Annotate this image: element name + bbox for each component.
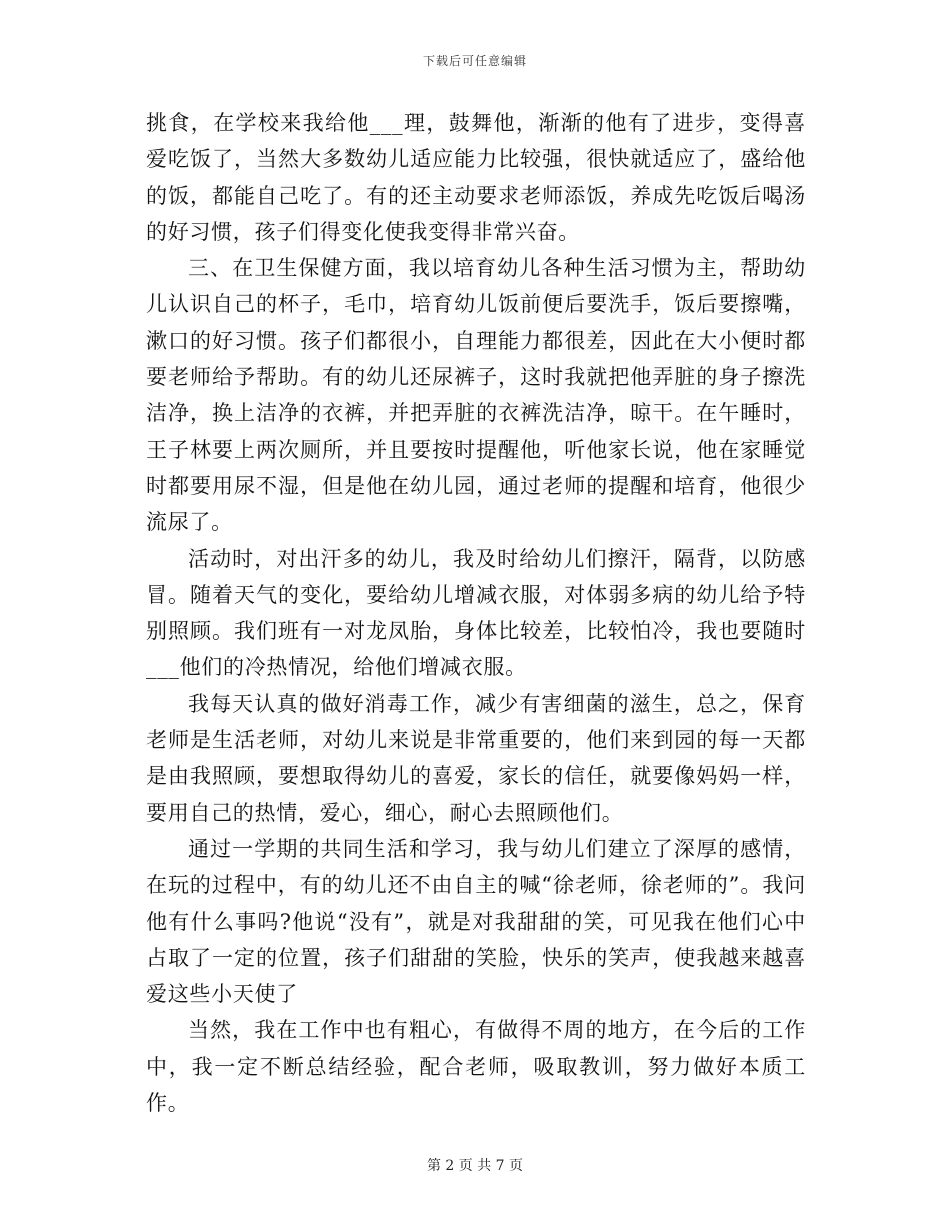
- paragraph-6: 当然，我在工作中也有粗心，有做得不周的地方，在今后的工作中，我一定不断总结经验，配合老师，吸取教训，努力做好本质工作。: [146, 1018, 806, 1116]
- paragraph-4: 我每天认真的做好消毒工作，减少有害细菌的滋生，总之，保育老师是生活老师，对幼儿来说是非常重要的，他们来到园的每一天都是由我照顾，要想取得幼儿的喜爱，家长的信任，就要像妈妈一样，要用自己的热情，爱心，细心，耐心去照顾他们。: [146, 691, 806, 825]
- paragraph-1: 挑食，在学校来我给他___理，鼓舞他，渐渐的他有了进步，变得喜爱吃饭了，当然大多数幼儿适应能力比较强，很快就适应了，盛给他的饭，都能自己吃了。有的还主动要求老师添饭，养成先吃饭后喝汤的好习惯，孩子们得变化使我变得非常兴奋。: [146, 111, 806, 244]
- paragraph-5: 通过一学期的共同生活和学习，我与幼儿们建立了深厚的感情，在玩的过程中，有的幼儿还不由自主的喊“徐老师，徐老师的”。我问他有什么事吗?他说“没有”，就是对我甜甜的笑，可见我在他们心中占取了一定的位置，孩子们甜甜的笑脸，快乐的笑声，使我越来越喜爱这些小天使了: [146, 836, 806, 1007]
- paragraph-3: 活动时，对出汗多的幼儿，我及时给幼儿们擦汗，隔背，以防感冒。随着天气的变化，要给幼儿增减衣服，对体弱多病的幼儿给予特别照顾。我们班有一对龙凤胎，身体比较差，比较怕冷，我也要随时___他们的冷热情况，给他们增减衣服。: [146, 546, 806, 680]
- page-number: 第 2 页 共 7 页: [426, 1158, 524, 1174]
- document-body: [146, 105, 806, 1121]
- page-header-note: 下载后可任意编辑: [422, 54, 527, 68]
- paragraph-2: 三、在卫生保健方面，我以培育幼儿各种生活习惯为主，帮助幼儿认识自己的杯子，毛巾，培育幼儿饭前便后要洗手，饭后要擦嘴，漱口的好习惯。孩子们都很小，自理能力都很差，因此在大小便时都要老师给予帮助。有的幼儿还尿裤子，这时我就把他弄脏的身子擦洗洁净，换上洁净的衣裤，并把弄脏的衣裤洗洁净，晾干。在午睡时，王子林要上两次厕所，并且要按时提醒他，听他家长说，他在家睡觉时都要用尿不湿，但是他在幼儿园，通过老师的提醒和培育，他很少流尿了。: [146, 256, 806, 535]
